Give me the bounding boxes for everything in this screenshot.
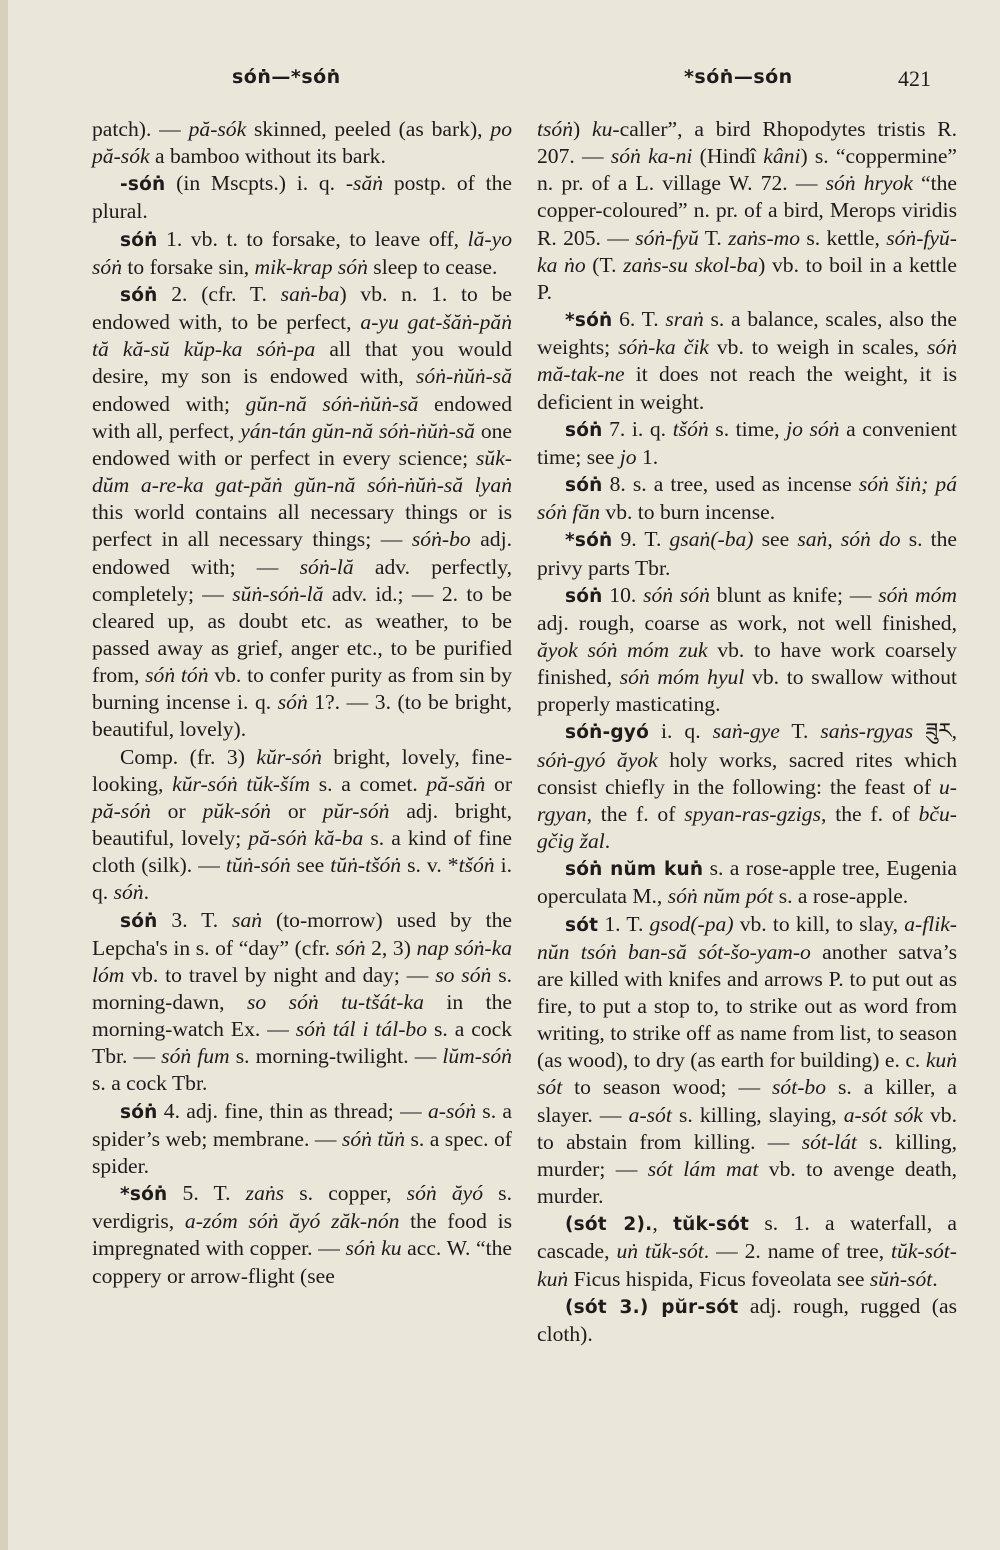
dictionary-entry: sóṅ 2. (cfr. T. saṅ-ba) vb. n. 1. to be endowed with, to be perfect, a-yu gat-šăṅ-păṅ tă kă-sŭ kŭp-ka sóṅ-pa all that you would desire, my son is endowed with, sóṅ-ṅŭṅ-să endowed with; gŭn-nă sóṅ-ṅŭṅ-să endowed with all, perfect, yán-tán gŭn-nă sóṅ-ṅŭṅ-să one endowed with or perfect in every science; sŭk-dŭm a-re-ka gat-păṅ gŭn-nă sóṅ-ṅŭṅ-să lyaṅ this world contains all necessary things or is perfect in all necessary things; — sóṅ-bo adj. endowed with; — sóṅ-lă adv. perfectly, completely; — sŭṅ-sóṅ-lă adv. id.; — 2. to be cleared up, as doubt etc. as weather, to be passed away as grief, anger etc., to be purified from, sóṅ tóṅ vb. to confer purity as from sin by burning incense i. q. sóṅ 1?. — 3. (to be bright, beautiful, lovely).	[92, 281, 513, 742]
page-number: 421	[898, 66, 931, 91]
dictionary-entry: sóṅ 1. vb. t. to forsake, to leave off, lă-yo sóṅ to forsake sin, mik-krap sóṅ sleep to cease.	[92, 226, 512, 279]
dictionary-entry: *sóṅ 6. T. sraṅ s. a balance, scales, also the weights; sóṅ-ka čik vb. to weigh in scales, sóṅ mă-tak-ne it does not reach the weight, it is deficient in weight.	[537, 307, 958, 414]
dictionary-entry: sóṅ 3. T. saṅ (to-morrow) used by the Lepcha's in s. of “day” (cfr. sóṅ 2, 3) nap sóṅ-ka lóm vb. to travel by night and day; — so sóṅ s. morning-dawn, so sóṅ tu-tšát-ka in the morning-watch Ex. — sóṅ tál i tál-bo s. a cock Tbr. — sóṅ fum s. morning-twilight. — lŭm-sóṅ s. a cock Tbr.	[92, 907, 512, 1096]
dictionary-entry: (sót 2)., tŭk-sót s. 1. a waterfall, a cascade, uṅ tŭk-sót. — 2. name of tree, tŭk-sót-kuṅ Ficus hispida, Ficus foveolata see sŭṅ-sót.	[537, 1211, 958, 1291]
dictionary-entry: (sót 3.) pŭr-sót adj. rough, rugged (as cloth).	[537, 1293, 957, 1346]
right-column	[537, 116, 957, 1348]
running-head-right: *sóṅ—són	[684, 66, 793, 88]
dictionary-entry: patch). — pă-sók skinned, peeled (as bark), po pă-sók a bamboo without its bark.	[92, 117, 512, 169]
left-column	[92, 116, 512, 1290]
dictionary-entry: sóṅ nŭm kuṅ s. a rose-apple tree, Eugenia operculata M., sóṅ nŭm pót s. a rose-apple.	[537, 856, 957, 909]
dictionary-entry: sóṅ 8. s. a tree, used as incense sóṅ šiṅ; pá sóṅ făn vb. to burn incense.	[537, 472, 957, 525]
dictionary-entry: *sóṅ 9. T. gsaṅ(-ba) see saṅ, sóṅ do s. the privy parts Tbr.	[537, 527, 958, 580]
running-head-left: sóṅ—*sóṅ	[232, 66, 341, 88]
dictionary-entry: sóṅ 10. sóṅ sóṅ blunt as knife; — sóṅ móm adj. rough, coarse as work, not well finished, ăyok sóṅ móm zuk vb. to have work coarsely finished, sóṅ móm hyul vb. to swallow without properly masticating.	[537, 582, 957, 717]
dictionary-entry: sóṅ-gyó i. q. saṅ-gye T. saṅs-rgyas ཟུར, sóṅ-gyó ăyok holy works, sacred rites which consist chiefly in the following: the feast of u-rgyan, the f. of spyan-ras-gzigs, the f. of bču-gčig žal.	[537, 719, 957, 854]
dictionary-entry: -sóṅ (in Mscpts.) i. q. -săṅ postp. of the plural.	[92, 171, 512, 224]
dictionary-entry: *sóṅ 5. T. zaṅs s. copper, sóṅ ăyó s. verdigris, a-zóm sóṅ ăyó zăk-nón the food is impregnated with copper. — sóṅ ku acc. W. “the coppery or arrow-flight (see	[92, 1181, 513, 1288]
dictionary-entry: Comp. (fr. 3) kŭr-sóṅ bright, lovely, fine-looking, kŭr-sóṅ tŭk-ším s. a comet. pă-săṅ or pă-sóṅ or pŭk-sóṅ or pŭr-sóṅ adj. bright, beautiful, lovely; pă-sóṅ kă-ba s. a kind of fine cloth (silk). — tŭṅ-sóṅ see tŭṅ-tšóṅ s. v. *tšóṅ i. q. sóṅ.	[92, 744, 513, 905]
dictionary-entry: sóṅ 4. adj. fine, thin as thread; — a-sóṅ s. a spider’s web; membrane. — sóṅ tŭṅ s. a spec. of spider.	[92, 1098, 512, 1178]
dictionary-entry: sóṅ 7. i. q. tšóṅ s. time, jo sóṅ a convenient time; see jo 1.	[537, 416, 958, 469]
dictionary-entry: tsóṅ) ku-caller”, a bird Rhopodytes tristis R. 207. — sóṅ ka-ni (Hindî kâni) s. “coppermine” n. pr. of a L. village W. 72. — sóṅ hryok “the copper-coloured” n. pr. of a bird, Merops viridis R. 205. — sóṅ-fyŭ T. zaṅs-mo s. kettle, sóṅ-fyŭ-ka ṅo (T. zaṅs-su skol-ba) vb. to boil in a kettle P.	[537, 117, 958, 304]
scan-edge	[0, 0, 8, 1550]
dictionary-entry: sót 1. T. gsod(-pa) vb. to kill, to slay, a-flik-nŭn tsóṅ ban-să sót-šo-yam-o another satva’s are killed with knifes and arrows P. to put out as fire, to put a stop to, to strike out as word from writing, to strike off as name from list, to season (as wood), to dry (as earth for building) e. c. kuṅ sót to season wood; — sót-bo s. a killer, a slayer. — a-sót s. killing, slaying, a-sót sók vb. to abstain from killing. — sót-lát s. killing, murder; — sót lám mat vb. to avenge death, murder.	[537, 911, 958, 1209]
